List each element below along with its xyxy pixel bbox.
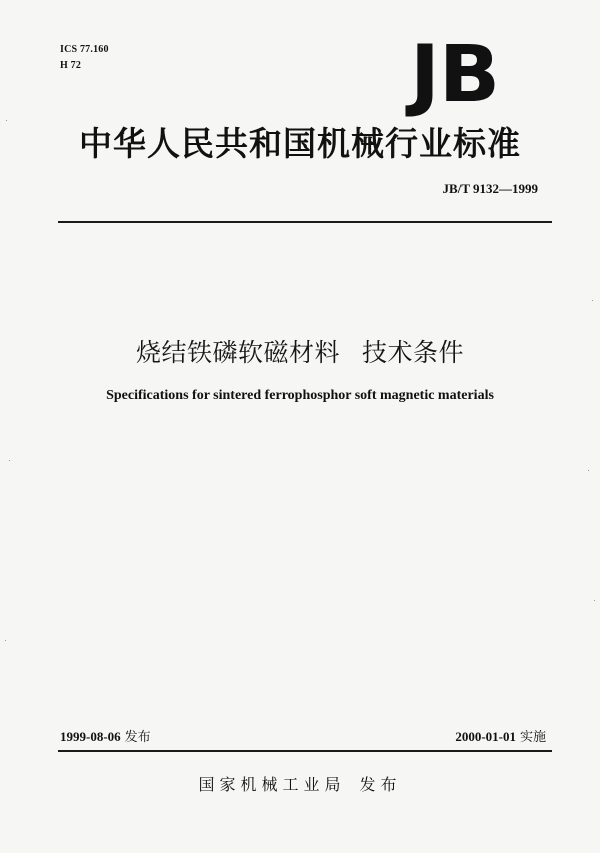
scan-speck: [594, 600, 595, 601]
implementation-date: 2000-01-01: [455, 729, 516, 744]
implementation-date-block: [455, 729, 546, 746]
issuing-authority: [0, 774, 600, 796]
top-divider: [58, 221, 552, 223]
issue-label: 发布: [124, 730, 151, 745]
implementation-label: 实施: [519, 730, 546, 745]
standard-number: JB/T 9132—1999: [442, 181, 538, 196]
document-title-chinese: [0, 337, 600, 369]
title-cn-part1: 烧结铁磷软磁材料: [135, 338, 340, 367]
ics-code: ICS 77.160: [60, 44, 109, 55]
scan-speck: [5, 640, 6, 641]
scan-speck: [6, 120, 7, 121]
jb-logo: JB: [410, 30, 500, 120]
issue-date: 1999-08-06: [60, 729, 121, 744]
scan-speck: [9, 460, 10, 461]
scan-speck: [592, 300, 593, 301]
bottom-divider: [58, 750, 552, 752]
issue-date-block: [60, 729, 151, 746]
document-title-english: Specifications for sintered ferrophosphor soft magnetic materials: [106, 388, 494, 403]
scan-speck: [588, 470, 589, 471]
issuer-name: 国家机械工业局: [198, 775, 346, 794]
ccs-code: H 72: [60, 60, 82, 71]
standard-body-title: 中华人民共和国机械行业标准: [79, 124, 521, 163]
title-cn-part2: 技术条件: [362, 338, 465, 367]
issuer-action: 发布: [359, 775, 402, 794]
